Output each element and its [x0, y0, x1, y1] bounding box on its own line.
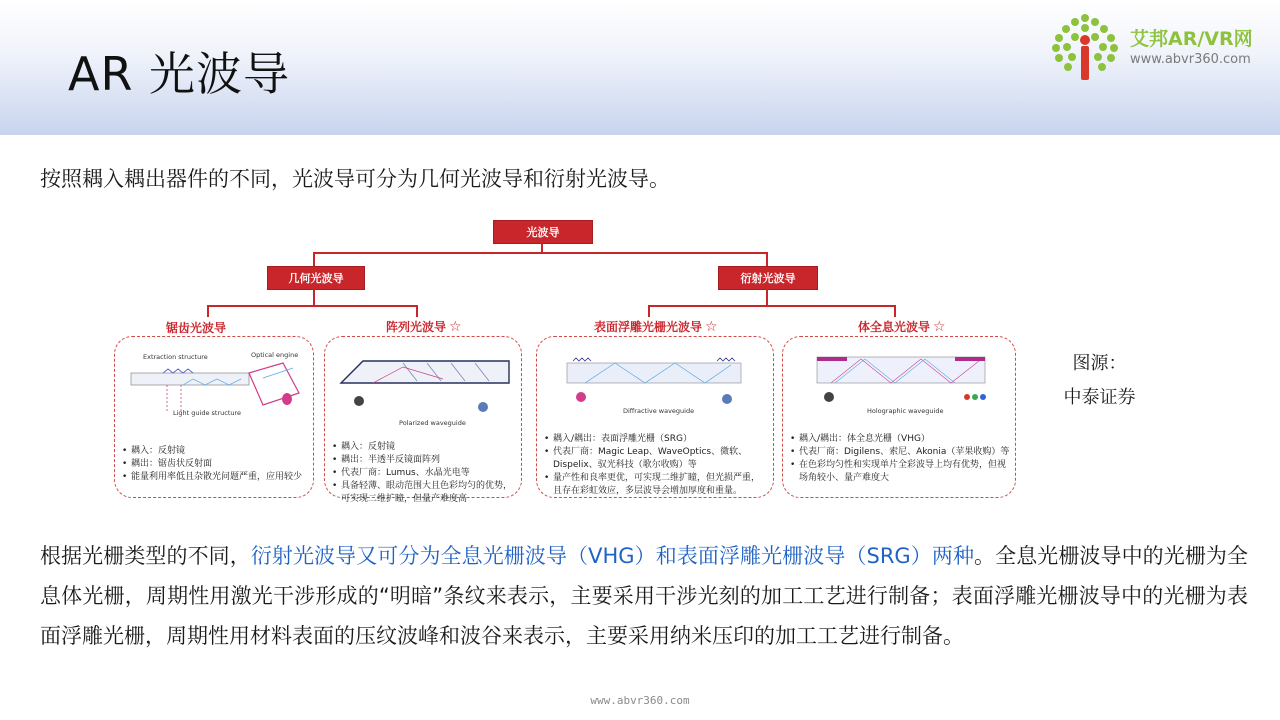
tree-logo-icon — [1048, 12, 1122, 82]
label-extraction-structure: Extraction structure — [143, 353, 208, 361]
notes-srg — [543, 433, 767, 498]
notes-array — [331, 441, 515, 506]
panel-vhg-waveguide — [782, 336, 1016, 498]
label-holographic-waveguide: Holographic waveguide — [867, 407, 944, 415]
body-post: 。全息光栅波导中的光栅为全息体光栅，周期性用激光干涉形成的“明暗”条纹来表示，主要采用干涉光刻的加工工艺进行制备；表面浮雕光栅波导中的光栅为表面浮雕光栅，周期性用材料表面的压纹波峰和波谷来表示，主要采用纳米压印的加工工艺进行制备。 — [40, 544, 1249, 648]
star-icon: ☆ — [705, 319, 718, 335]
root-node: 光波导 — [493, 220, 593, 244]
sawtooth-stem — [207, 305, 209, 317]
note-item: • 在色彩均匀性和实现单片全彩波导上均有优势，但视场角较小、量产难度大 — [789, 459, 1011, 485]
panel-srg-waveguide — [536, 336, 774, 498]
right-sub-bar — [648, 305, 895, 307]
body-paragraph — [40, 536, 1248, 656]
label-diffractive-waveguide: Diffractive waveguide — [623, 407, 695, 415]
label-polarized-waveguide: Polarized waveguide — [399, 419, 466, 427]
image-source — [1057, 347, 1142, 415]
srg-waveguide-illustration — [545, 343, 765, 413]
category-title-sawtooth: 锯齿光波导 — [166, 321, 227, 335]
srg-stem — [648, 305, 650, 317]
notes-vhg — [789, 433, 1011, 485]
left-sub-stem — [313, 288, 315, 306]
label-optical-engine: Optical engine — [251, 351, 299, 359]
left-sub-bar — [207, 305, 417, 307]
note-item: • 代表厂商：Digilens、索尼、Akonia（苹果收购）等 — [789, 446, 1011, 459]
vhg-waveguide-illustration — [791, 343, 1007, 413]
right-sub-stem — [766, 288, 768, 306]
geometric-waveguide-node: 几何光波导 — [267, 266, 365, 290]
note-item: • 耦出：半透半反镜面阵列 — [331, 454, 515, 467]
array-stem — [416, 305, 418, 317]
label-light-guide-structure: Light guide structure — [173, 409, 242, 417]
panel-sawtooth-waveguide — [114, 336, 314, 498]
array-waveguide-illustration — [333, 343, 513, 427]
note-item: • 代表厂商：Magic Leap、WaveOptics、微软、Dispelix、驭光科技（歌尔收购）等 — [543, 446, 767, 472]
note-item: • 耦出：锯齿状反射面 — [121, 458, 302, 471]
notes-sawtooth — [121, 445, 302, 484]
source-label: 图源： — [1072, 353, 1127, 374]
body-pre: 根据光栅类型的不同， — [40, 544, 251, 568]
diffractive-waveguide-node: 衍射光波导 — [718, 266, 818, 290]
star-icon: ☆ — [933, 319, 946, 335]
vhg-stem — [894, 305, 896, 317]
category-title-vhg: 体全息光波导 ☆ — [858, 319, 946, 335]
logo-name: 艾邦AR/VR网 — [1130, 28, 1253, 50]
body-highlight: 衍射光波导又可分为全息光栅波导（VHG）和表面浮雕光栅波导（SRG）两种 — [250, 544, 975, 568]
category-title-srg: 表面浮雕光栅光波导 ☆ — [594, 319, 718, 335]
waveguide-classification-diagram — [110, 212, 1030, 507]
note-item: • 耦入/耦出：表面浮雕光栅（SRG） — [543, 433, 767, 446]
slide-title: AR 光波导 — [68, 47, 291, 101]
root-bar — [313, 252, 767, 254]
right-branch-stem — [766, 252, 768, 266]
note-item: • 耦入/耦出：体全息光栅（VHG） — [789, 433, 1011, 446]
logo-url: www.abvr360.com — [1130, 52, 1251, 67]
note-item: • 耦入：反射镜 — [331, 441, 515, 454]
category-title-array: 阵列光波导 ☆ — [386, 319, 462, 335]
star-icon: ☆ — [449, 319, 462, 335]
panel-array-waveguide — [324, 336, 522, 504]
note-item: • 代表厂商：Lumus、水晶光电等 — [331, 467, 515, 480]
note-item: • 量产性和良率更优，可实现二维扩瞳，但光损严重，且存在彩虹效应，多层波导会增加厚度和重量。 — [543, 472, 767, 498]
note-item: • 具备轻薄、眼动范围大且色彩均匀的优势，可实现二维扩瞳，但量产难度高 — [331, 480, 515, 506]
note-item: • 能量利用率低且杂散光问题严重，应用较少 — [121, 471, 302, 484]
intro-text: 按照耦入耦出器件的不同，光波导可分为几何光波导和衍射光波导。 — [40, 167, 670, 191]
note-item: • 耦入：反射镜 — [121, 445, 302, 458]
footer-url[interactable]: www.abvr360.com — [590, 694, 690, 707]
left-branch-stem — [313, 252, 315, 266]
source-name: 中泰证券 — [1063, 387, 1136, 408]
brand-logo[interactable] — [1048, 12, 1270, 82]
